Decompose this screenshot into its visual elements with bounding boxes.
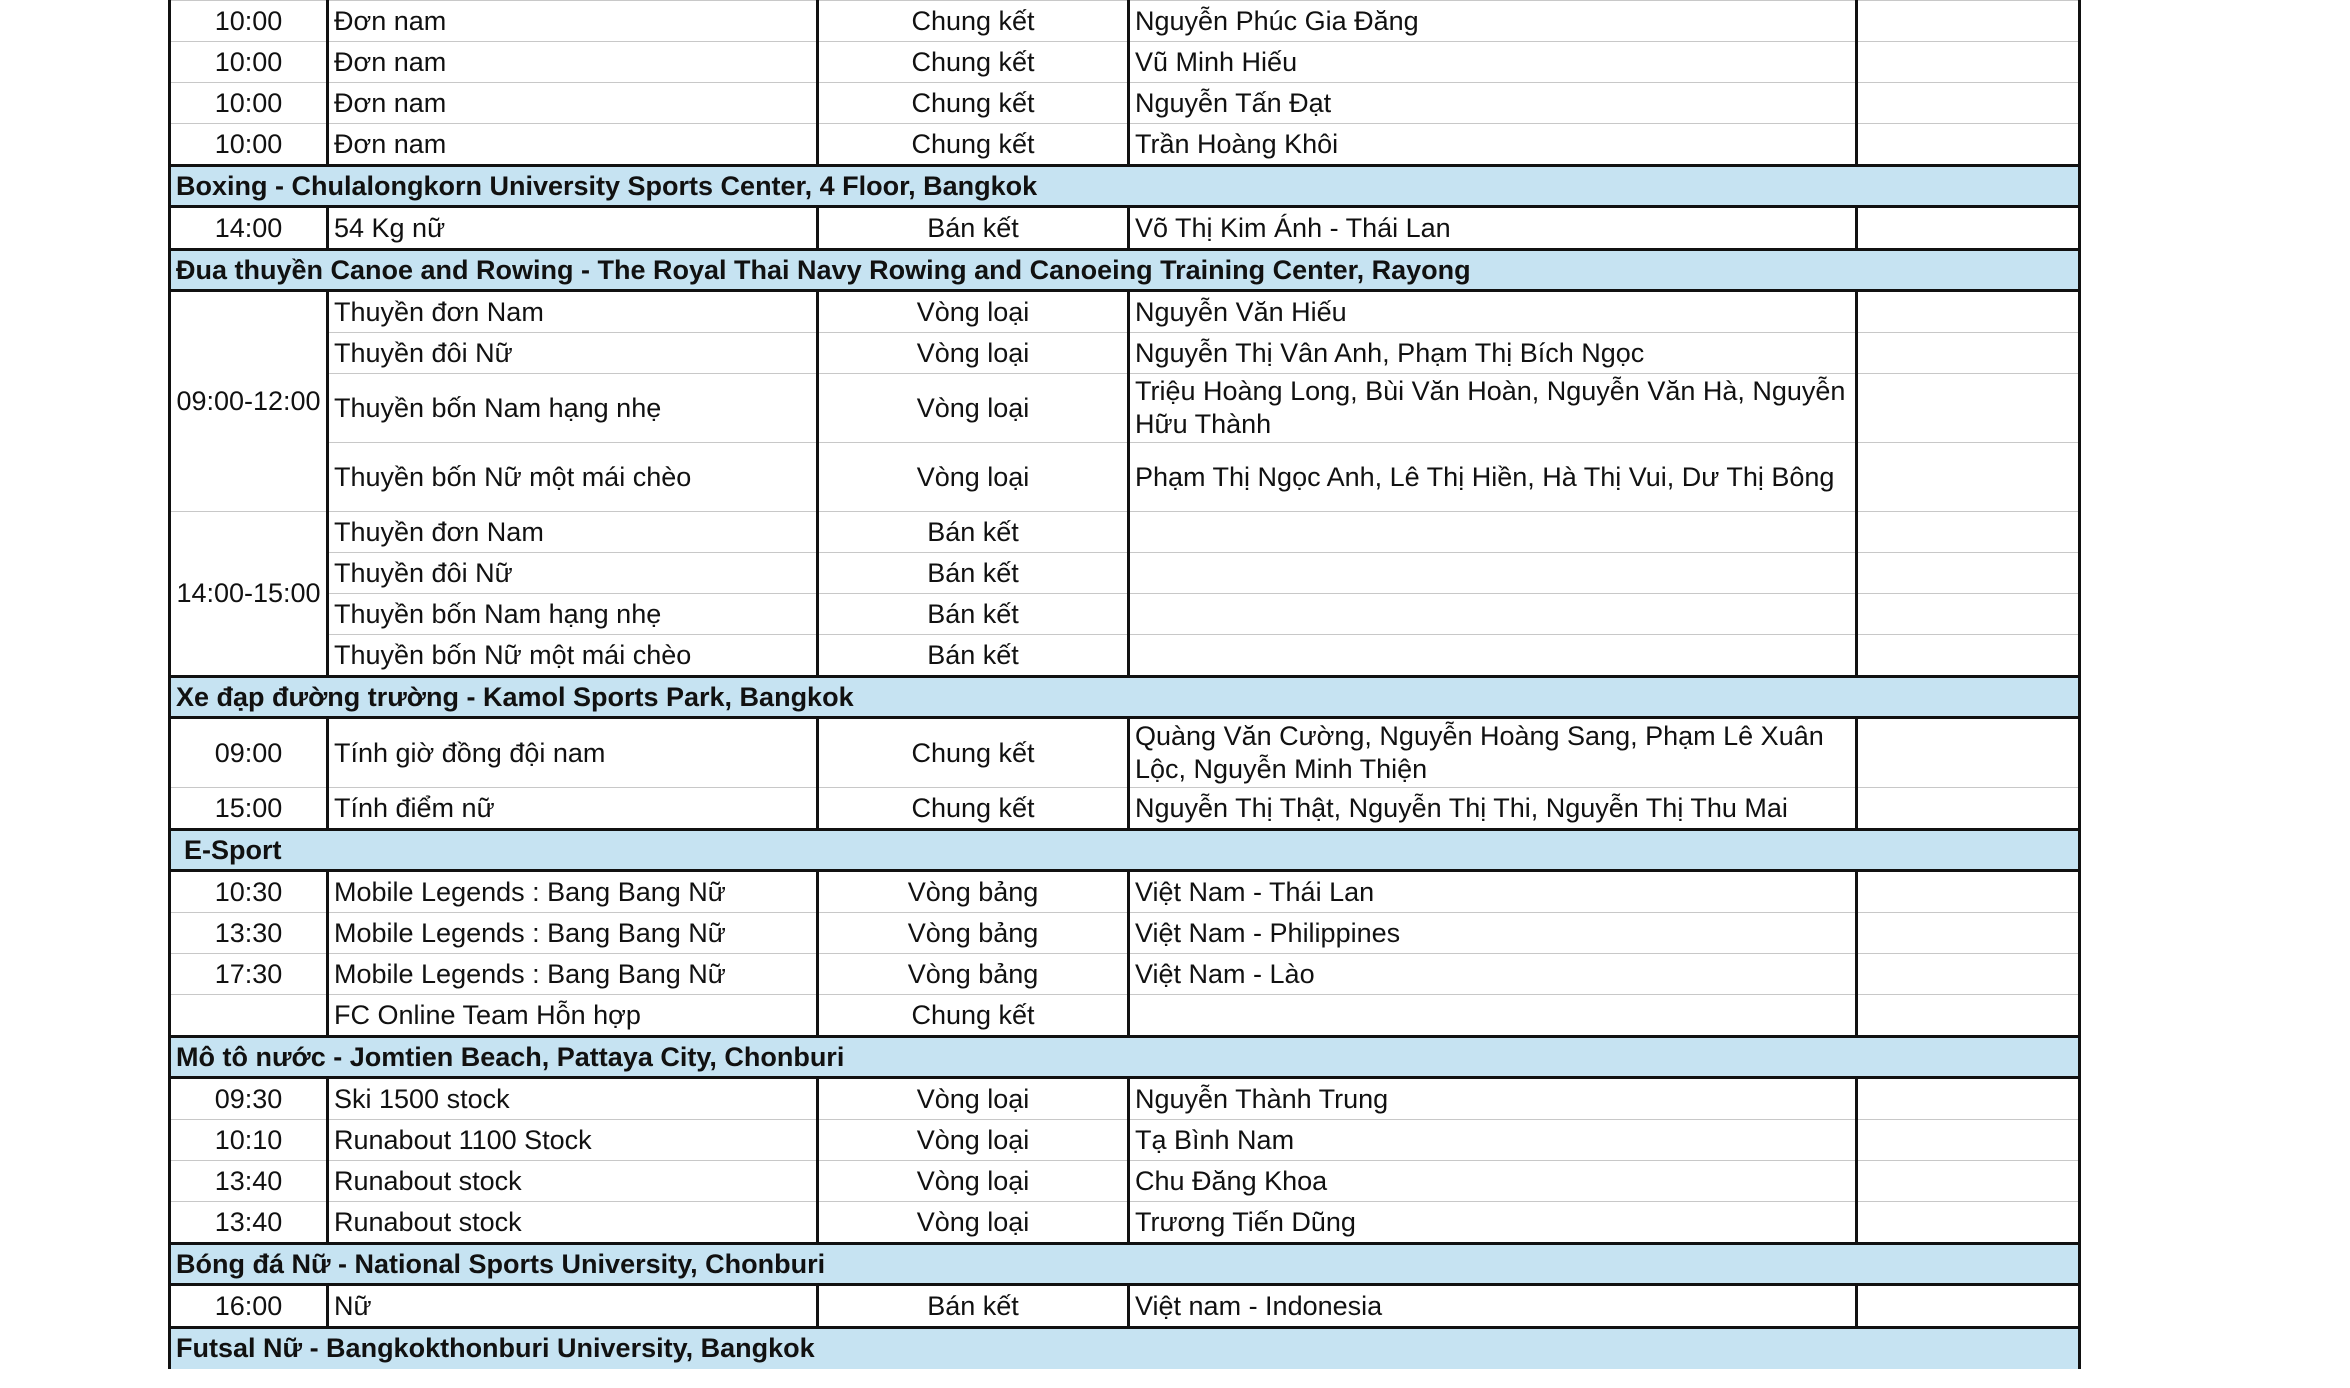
athletes-cell [1129,995,1857,1037]
round-cell: Vòng bảng [818,954,1129,995]
round-cell: Vòng loại [818,1120,1129,1161]
notes-cell [1857,871,2080,913]
table-row [170,374,2080,443]
section-header-row [170,830,2080,871]
table-row [170,995,2080,1037]
round-cell: Bán kết [818,594,1129,635]
table-row [170,635,2080,677]
schedule-table [168,0,2081,1369]
athletes-cell: Việt Nam - Philippines [1129,913,1857,954]
athletes-cell: Quàng Văn Cường, Nguyễn Hoàng Sang, Phạm Lê Xuân Lộc, Nguyễn Minh Thiện [1129,718,1857,788]
section-title: Bóng đá Nữ - National Sports University, Chonburi [170,1244,2080,1285]
time-cell: 17:30 [170,954,328,995]
table-row [170,207,2080,250]
round-cell: Vòng loại [818,333,1129,374]
notes-cell [1857,443,2080,512]
time-cell: 10:00 [170,83,328,124]
table-row [170,291,2080,333]
notes-cell [1857,207,2080,250]
table-row [170,1202,2080,1244]
time-cell: 10:00 [170,1,328,42]
event-cell: Runabout stock [328,1202,818,1244]
section-header-row [170,1244,2080,1285]
table-row [170,871,2080,913]
athletes-cell: Nguyễn Tấn Đạt [1129,83,1857,124]
time-cell: 10:30 [170,871,328,913]
event-cell: Đơn nam [328,124,818,166]
table-row [170,594,2080,635]
notes-cell [1857,83,2080,124]
table-row [170,333,2080,374]
notes-cell [1857,1,2080,42]
time-cell: 13:40 [170,1202,328,1244]
notes-cell [1857,1078,2080,1120]
time-cell: 10:00 [170,124,328,166]
event-cell: Mobile Legends : Bang Bang Nữ [328,913,818,954]
table-row [170,1285,2080,1328]
table-row [170,1078,2080,1120]
round-cell: Chung kết [818,42,1129,83]
athletes-cell: Việt nam - Indonesia [1129,1285,1857,1328]
notes-cell [1857,954,2080,995]
athletes-cell: Trương Tiến Dũng [1129,1202,1857,1244]
event-cell: Thuyền đơn Nam [328,512,818,553]
round-cell: Chung kết [818,788,1129,830]
table-row [170,512,2080,553]
event-cell: Đơn nam [328,83,818,124]
section-header-row [170,1328,2080,1369]
table-row [170,1161,2080,1202]
round-cell: Vòng loại [818,443,1129,512]
time-cell: 10:00 [170,42,328,83]
time-cell: 15:00 [170,788,328,830]
round-cell: Vòng bảng [818,871,1129,913]
notes-cell [1857,1202,2080,1244]
time-cell: 10:10 [170,1120,328,1161]
round-cell: Bán kết [818,553,1129,594]
round-cell: Chung kết [818,83,1129,124]
athletes-cell [1129,594,1857,635]
section-title: E-Sport [170,830,2080,871]
round-cell: Vòng loại [818,1202,1129,1244]
event-cell: Thuyền đôi Nữ [328,333,818,374]
time-cell: 09:30 [170,1078,328,1120]
section-title: Futsal Nữ - Bangkokthonburi University, Bangkok [170,1328,2080,1369]
round-cell: Bán kết [818,1285,1129,1328]
athletes-cell: Nguyễn Thị Thật, Nguyễn Thị Thi, Nguyễn Thị Thu Mai [1129,788,1857,830]
notes-cell [1857,1285,2080,1328]
athletes-cell: Nguyễn Phúc Gia Đăng [1129,1,1857,42]
round-cell: Chung kết [818,718,1129,788]
event-cell: Mobile Legends : Bang Bang Nữ [328,871,818,913]
section-header-row [170,250,2080,291]
table-row [170,913,2080,954]
event-cell: Thuyền bốn Nữ một mái chèo [328,443,818,512]
athletes-cell: Triệu Hoàng Long, Bùi Văn Hoàn, Nguyễn Văn Hà, Nguyễn Hữu Thành [1129,374,1857,443]
notes-cell [1857,594,2080,635]
event-cell: Tính điểm nữ [328,788,818,830]
time-cell: 09:00 [170,718,328,788]
athletes-cell: Nguyễn Văn Hiếu [1129,291,1857,333]
section-title: Xe đạp đường trường - Kamol Sports Park, Bangkok [170,677,2080,718]
section-title: Mô tô nước - Jomtien Beach, Pattaya City, Chonburi [170,1037,2080,1078]
section-header-row [170,677,2080,718]
event-cell: Thuyền bốn Nữ một mái chèo [328,635,818,677]
event-cell: Thuyền đôi Nữ [328,553,818,594]
event-cell: Runabout stock [328,1161,818,1202]
notes-cell [1857,512,2080,553]
time-cell: 16:00 [170,1285,328,1328]
athletes-cell: Chu Đăng Khoa [1129,1161,1857,1202]
event-cell: Ski 1500 stock [328,1078,818,1120]
table-row [170,954,2080,995]
table-row [170,1120,2080,1161]
section-title: Boxing - Chulalongkorn University Sports Center, 4 Floor, Bangkok [170,166,2080,207]
event-cell: Thuyền bốn Nam hạng nhẹ [328,594,818,635]
athletes-cell [1129,512,1857,553]
time-cell: 13:40 [170,1161,328,1202]
round-cell: Vòng loại [818,1078,1129,1120]
event-cell: Runabout 1100 Stock [328,1120,818,1161]
section-header-row [170,166,2080,207]
event-cell: Tính giờ đồng đội nam [328,718,818,788]
time-cell: 14:00-15:00 [170,512,328,677]
notes-cell [1857,124,2080,166]
athletes-cell: Võ Thị Kim Ánh - Thái Lan [1129,207,1857,250]
round-cell: Bán kết [818,512,1129,553]
athletes-cell: Vũ Minh Hiếu [1129,42,1857,83]
event-cell: Thuyền bốn Nam hạng nhẹ [328,374,818,443]
event-cell: Nữ [328,1285,818,1328]
notes-cell [1857,635,2080,677]
round-cell: Vòng loại [818,291,1129,333]
round-cell: Bán kết [818,635,1129,677]
athletes-cell: Việt Nam - Lào [1129,954,1857,995]
notes-cell [1857,995,2080,1037]
round-cell: Vòng loại [818,1161,1129,1202]
notes-cell [1857,718,2080,788]
athletes-cell [1129,553,1857,594]
table-row [170,788,2080,830]
round-cell: Chung kết [818,124,1129,166]
notes-cell [1857,913,2080,954]
athletes-cell: Tạ Bình Nam [1129,1120,1857,1161]
table-row [170,443,2080,512]
table-row [170,42,2080,83]
notes-cell [1857,333,2080,374]
notes-cell [1857,788,2080,830]
time-cell: 09:00-12:00 [170,291,328,512]
round-cell: Chung kết [818,995,1129,1037]
time-cell: 13:30 [170,913,328,954]
notes-cell [1857,1120,2080,1161]
event-cell: FC Online Team Hỗn hợp [328,995,818,1037]
notes-cell [1857,42,2080,83]
table-row [170,83,2080,124]
event-cell: Mobile Legends : Bang Bang Nữ [328,954,818,995]
athletes-cell: Nguyễn Thành Trung [1129,1078,1857,1120]
notes-cell [1857,553,2080,594]
time-cell [170,995,328,1037]
event-cell: Đơn nam [328,42,818,83]
table-row [170,1,2080,42]
schedule-body [170,1,2080,1369]
notes-cell [1857,291,2080,333]
notes-cell [1857,374,2080,443]
athletes-cell [1129,635,1857,677]
time-cell: 14:00 [170,207,328,250]
notes-cell [1857,1161,2080,1202]
round-cell: Vòng bảng [818,913,1129,954]
athletes-cell: Việt Nam - Thái Lan [1129,871,1857,913]
round-cell: Vòng loại [818,374,1129,443]
table-row [170,718,2080,788]
table-row [170,124,2080,166]
athletes-cell: Phạm Thị Ngọc Anh, Lê Thị Hiền, Hà Thị Vui, Dư Thị Bông [1129,443,1857,512]
event-cell: Đơn nam [328,1,818,42]
table-row [170,553,2080,594]
section-header-row [170,1037,2080,1078]
round-cell: Bán kết [818,207,1129,250]
round-cell: Chung kết [818,1,1129,42]
event-cell: 54 Kg nữ [328,207,818,250]
athletes-cell: Trần Hoàng Khôi [1129,124,1857,166]
athletes-cell: Nguyễn Thị Vân Anh, Phạm Thị Bích Ngọc [1129,333,1857,374]
event-cell: Thuyền đơn Nam [328,291,818,333]
section-title: Đua thuyền Canoe and Rowing - The Royal Thai Navy Rowing and Canoeing Training Center, Rayong [170,250,2080,291]
